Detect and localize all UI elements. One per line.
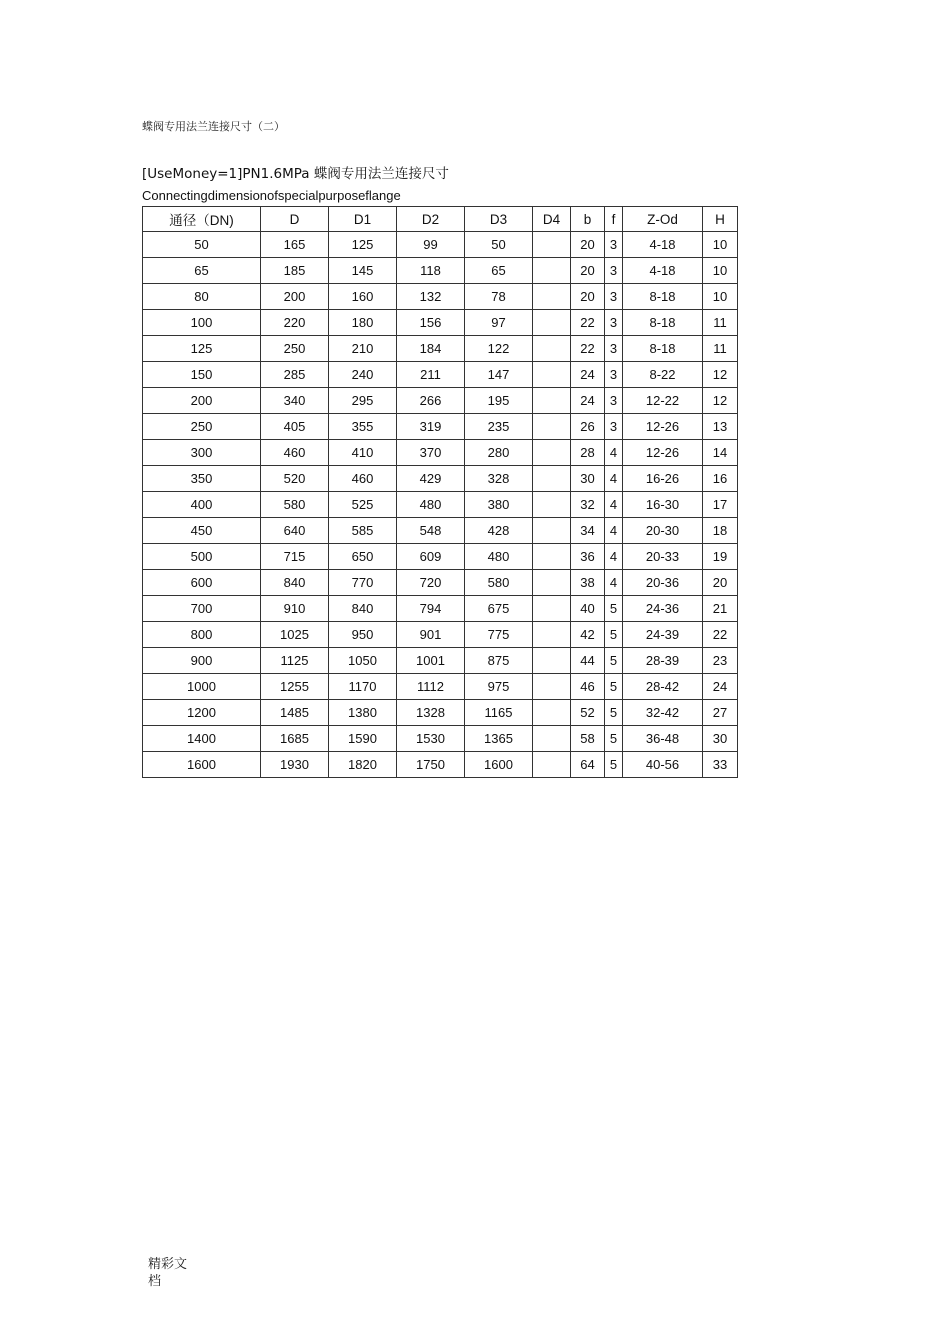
table-cell: 46	[571, 674, 605, 700]
table-row	[143, 752, 738, 778]
table-cell: 28-39	[623, 648, 703, 674]
table-cell: 150	[143, 362, 261, 388]
table-cell: 500	[143, 544, 261, 570]
table-cell: 10	[703, 258, 738, 284]
table-cell: 122	[465, 336, 533, 362]
table-cell: 64	[571, 752, 605, 778]
table-cell: 52	[571, 700, 605, 726]
footer-line-1: 精彩文	[148, 1257, 188, 1272]
table-cell: 1600	[465, 752, 533, 778]
table-cell: 480	[397, 492, 465, 518]
table-cell: 17	[703, 492, 738, 518]
table-cell: 548	[397, 518, 465, 544]
table-cell: 355	[329, 414, 397, 440]
table-cell: 5	[605, 752, 623, 778]
table-cell: 609	[397, 544, 465, 570]
table-cell: 165	[261, 232, 329, 258]
table-cell: 350	[143, 466, 261, 492]
table-cell: 36-48	[623, 726, 703, 752]
table-cell: 3	[605, 414, 623, 440]
table-row	[143, 622, 738, 648]
table-cell	[533, 258, 571, 284]
table-cell	[533, 674, 571, 700]
table-row	[143, 362, 738, 388]
table-row	[143, 258, 738, 284]
table-cell: 1365	[465, 726, 533, 752]
table-cell: 20	[703, 570, 738, 596]
table-cell: 22	[703, 622, 738, 648]
table-cell: 901	[397, 622, 465, 648]
table-cell: 22	[571, 336, 605, 362]
table-cell: 40	[571, 596, 605, 622]
table-cell: 600	[143, 570, 261, 596]
table-cell: 5	[605, 622, 623, 648]
table-row	[143, 674, 738, 700]
table-cell: 800	[143, 622, 261, 648]
table-cell: 410	[329, 440, 397, 466]
table-cell: 285	[261, 362, 329, 388]
table-cell: 5	[605, 596, 623, 622]
table-cell: 1530	[397, 726, 465, 752]
table-cell: 1255	[261, 674, 329, 700]
table-cell: 11	[703, 336, 738, 362]
table-cell	[533, 700, 571, 726]
table-cell: 160	[329, 284, 397, 310]
table-cell	[533, 596, 571, 622]
table-row	[143, 596, 738, 622]
table-cell: 125	[329, 232, 397, 258]
table-cell: 580	[465, 570, 533, 596]
table-cell: 145	[329, 258, 397, 284]
table-cell: 1050	[329, 648, 397, 674]
table-cell: 715	[261, 544, 329, 570]
table-cell: 794	[397, 596, 465, 622]
table-cell: 156	[397, 310, 465, 336]
table-cell: 20	[571, 232, 605, 258]
table-cell: 5	[605, 700, 623, 726]
table-cell: 1125	[261, 648, 329, 674]
table-cell: 4	[605, 440, 623, 466]
table-cell: 20	[571, 258, 605, 284]
column-header: 通径（DN)	[143, 207, 261, 232]
table-cell: 370	[397, 440, 465, 466]
table-cell: 22	[571, 310, 605, 336]
table-cell: 23	[703, 648, 738, 674]
table-cell: 132	[397, 284, 465, 310]
table-row	[143, 232, 738, 258]
table-cell: 840	[261, 570, 329, 596]
table-cell	[533, 518, 571, 544]
table-cell: 400	[143, 492, 261, 518]
table-cell: 24-36	[623, 596, 703, 622]
table-cell: 16	[703, 466, 738, 492]
table-cell: 14	[703, 440, 738, 466]
table-row	[143, 492, 738, 518]
table-cell: 30	[703, 726, 738, 752]
table-cell: 450	[143, 518, 261, 544]
table-cell: 480	[465, 544, 533, 570]
table-cell	[533, 570, 571, 596]
table-cell: 5	[605, 674, 623, 700]
table-cell: 34	[571, 518, 605, 544]
table-cell: 99	[397, 232, 465, 258]
table-cell: 1930	[261, 752, 329, 778]
table-cell: 65	[465, 258, 533, 284]
table-cell: 100	[143, 310, 261, 336]
table-cell: 185	[261, 258, 329, 284]
table-cell: 460	[261, 440, 329, 466]
table-cell: 200	[143, 388, 261, 414]
table-cell: 11	[703, 310, 738, 336]
table-cell: 1600	[143, 752, 261, 778]
table-cell: 12-26	[623, 440, 703, 466]
table-cell: 1000	[143, 674, 261, 700]
table-row	[143, 440, 738, 466]
table-cell: 319	[397, 414, 465, 440]
table-cell: 875	[465, 648, 533, 674]
table-cell: 429	[397, 466, 465, 492]
column-header: D1	[329, 207, 397, 232]
table-cell: 44	[571, 648, 605, 674]
table-cell: 585	[329, 518, 397, 544]
table-cell: 20	[571, 284, 605, 310]
table-cell	[533, 284, 571, 310]
table-body	[143, 232, 738, 778]
table-cell: 16-26	[623, 466, 703, 492]
table-cell: 700	[143, 596, 261, 622]
table-cell: 27	[703, 700, 738, 726]
table-cell: 770	[329, 570, 397, 596]
table-cell: 33	[703, 752, 738, 778]
table-cell: 16-30	[623, 492, 703, 518]
table-cell: 328	[465, 466, 533, 492]
table-cell: 1380	[329, 700, 397, 726]
table-cell	[533, 232, 571, 258]
table-cell	[533, 310, 571, 336]
table-cell: 1170	[329, 674, 397, 700]
column-header: D4	[533, 207, 571, 232]
table-cell: 3	[605, 310, 623, 336]
table-cell: 13	[703, 414, 738, 440]
table-cell: 340	[261, 388, 329, 414]
table-cell: 640	[261, 518, 329, 544]
table-title: [UseMoney=1]PN1.6MPa 蝶阀专用法兰连接尺寸	[142, 166, 449, 182]
table-cell: 180	[329, 310, 397, 336]
table-header-row	[143, 207, 738, 232]
table-cell: 32-42	[623, 700, 703, 726]
table-cell	[533, 466, 571, 492]
table-cell: 36	[571, 544, 605, 570]
table-subtitle: Connectingdimensionofspecialpurposeflange	[142, 188, 401, 203]
table-cell: 20-33	[623, 544, 703, 570]
table-cell: 12-26	[623, 414, 703, 440]
table-cell: 5	[605, 648, 623, 674]
table-cell: 97	[465, 310, 533, 336]
table-row	[143, 284, 738, 310]
table-cell: 525	[329, 492, 397, 518]
table-cell: 240	[329, 362, 397, 388]
table-cell: 5	[605, 726, 623, 752]
table-cell: 20-30	[623, 518, 703, 544]
table-cell: 650	[329, 544, 397, 570]
table-cell: 1001	[397, 648, 465, 674]
table-cell: 1590	[329, 726, 397, 752]
table-cell: 4	[605, 544, 623, 570]
table-cell: 50	[143, 232, 261, 258]
table-cell: 78	[465, 284, 533, 310]
table-cell: 8-22	[623, 362, 703, 388]
column-header: f	[605, 207, 623, 232]
table-cell: 220	[261, 310, 329, 336]
table-cell: 3	[605, 388, 623, 414]
table-row	[143, 570, 738, 596]
document-header-caption: 蝶阀专用法兰连接尺寸（二）	[142, 120, 285, 133]
table-cell: 1750	[397, 752, 465, 778]
table-cell: 950	[329, 622, 397, 648]
table-cell: 1685	[261, 726, 329, 752]
table-row	[143, 700, 738, 726]
table-cell	[533, 752, 571, 778]
table-cell	[533, 336, 571, 362]
table-cell: 4	[605, 492, 623, 518]
table-cell: 250	[143, 414, 261, 440]
table-cell: 24	[571, 388, 605, 414]
table-cell: 1820	[329, 752, 397, 778]
table-cell: 3	[605, 362, 623, 388]
table-cell: 3	[605, 336, 623, 362]
table-cell: 42	[571, 622, 605, 648]
table-cell: 12	[703, 388, 738, 414]
table-cell: 28-42	[623, 674, 703, 700]
table-cell	[533, 726, 571, 752]
table-cell: 12-22	[623, 388, 703, 414]
table-cell: 910	[261, 596, 329, 622]
table-cell	[533, 622, 571, 648]
column-header: Z-Od	[623, 207, 703, 232]
table-cell: 4-18	[623, 232, 703, 258]
table-cell: 235	[465, 414, 533, 440]
table-cell: 38	[571, 570, 605, 596]
table-cell: 12	[703, 362, 738, 388]
column-header: b	[571, 207, 605, 232]
table-cell: 10	[703, 232, 738, 258]
table-cell: 1112	[397, 674, 465, 700]
table-cell: 1485	[261, 700, 329, 726]
table-cell: 8-18	[623, 310, 703, 336]
table-cell: 675	[465, 596, 533, 622]
table-cell	[533, 648, 571, 674]
table-cell: 211	[397, 362, 465, 388]
table-cell: 380	[465, 492, 533, 518]
table-cell: 24	[703, 674, 738, 700]
table-cell: 24	[571, 362, 605, 388]
footer-line-2: 档	[148, 1274, 162, 1289]
table-row	[143, 648, 738, 674]
document-footer	[148, 1256, 187, 1290]
table-cell: 840	[329, 596, 397, 622]
table-cell: 460	[329, 466, 397, 492]
table-cell: 266	[397, 388, 465, 414]
flange-dimension-table	[142, 206, 738, 778]
table-cell: 10	[703, 284, 738, 310]
table-row	[143, 726, 738, 752]
table-row	[143, 518, 738, 544]
table-cell: 775	[465, 622, 533, 648]
table-row	[143, 388, 738, 414]
table-cell: 125	[143, 336, 261, 362]
table-cell: 195	[465, 388, 533, 414]
table-cell: 900	[143, 648, 261, 674]
table-cell: 210	[329, 336, 397, 362]
table-cell: 80	[143, 284, 261, 310]
table-cell: 250	[261, 336, 329, 362]
table-cell: 300	[143, 440, 261, 466]
table-row	[143, 544, 738, 570]
table-cell	[533, 362, 571, 388]
table-cell: 18	[703, 518, 738, 544]
table-cell: 8-18	[623, 284, 703, 310]
table-cell: 147	[465, 362, 533, 388]
column-header: D3	[465, 207, 533, 232]
table-cell: 1400	[143, 726, 261, 752]
table-row	[143, 414, 738, 440]
table-row	[143, 310, 738, 336]
table-cell: 184	[397, 336, 465, 362]
table-cell: 28	[571, 440, 605, 466]
table-cell	[533, 544, 571, 570]
table-cell: 4	[605, 466, 623, 492]
table-cell: 580	[261, 492, 329, 518]
table-cell: 4-18	[623, 258, 703, 284]
table-cell: 21	[703, 596, 738, 622]
table-cell: 520	[261, 466, 329, 492]
table-cell: 200	[261, 284, 329, 310]
table-cell: 1200	[143, 700, 261, 726]
table-cell: 8-18	[623, 336, 703, 362]
table-cell: 118	[397, 258, 465, 284]
table-cell: 26	[571, 414, 605, 440]
table-cell: 1328	[397, 700, 465, 726]
table-cell: 1165	[465, 700, 533, 726]
table-cell: 24-39	[623, 622, 703, 648]
column-header: D2	[397, 207, 465, 232]
table-cell	[533, 414, 571, 440]
table-cell: 4	[605, 518, 623, 544]
table-cell: 295	[329, 388, 397, 414]
table-cell: 58	[571, 726, 605, 752]
table-row	[143, 336, 738, 362]
table-cell: 32	[571, 492, 605, 518]
table-cell: 19	[703, 544, 738, 570]
table-cell: 40-56	[623, 752, 703, 778]
table-cell: 3	[605, 258, 623, 284]
table-row	[143, 466, 738, 492]
table-cell: 50	[465, 232, 533, 258]
column-header: H	[703, 207, 738, 232]
table-cell: 30	[571, 466, 605, 492]
table-cell: 405	[261, 414, 329, 440]
table-cell: 3	[605, 232, 623, 258]
table-cell: 4	[605, 570, 623, 596]
table-cell: 428	[465, 518, 533, 544]
table-cell	[533, 440, 571, 466]
table-cell: 65	[143, 258, 261, 284]
table-cell: 1025	[261, 622, 329, 648]
table-cell: 3	[605, 284, 623, 310]
table-cell: 20-36	[623, 570, 703, 596]
table-cell: 720	[397, 570, 465, 596]
table-cell	[533, 492, 571, 518]
table-cell: 280	[465, 440, 533, 466]
table-cell	[533, 388, 571, 414]
column-header: D	[261, 207, 329, 232]
table-cell: 975	[465, 674, 533, 700]
